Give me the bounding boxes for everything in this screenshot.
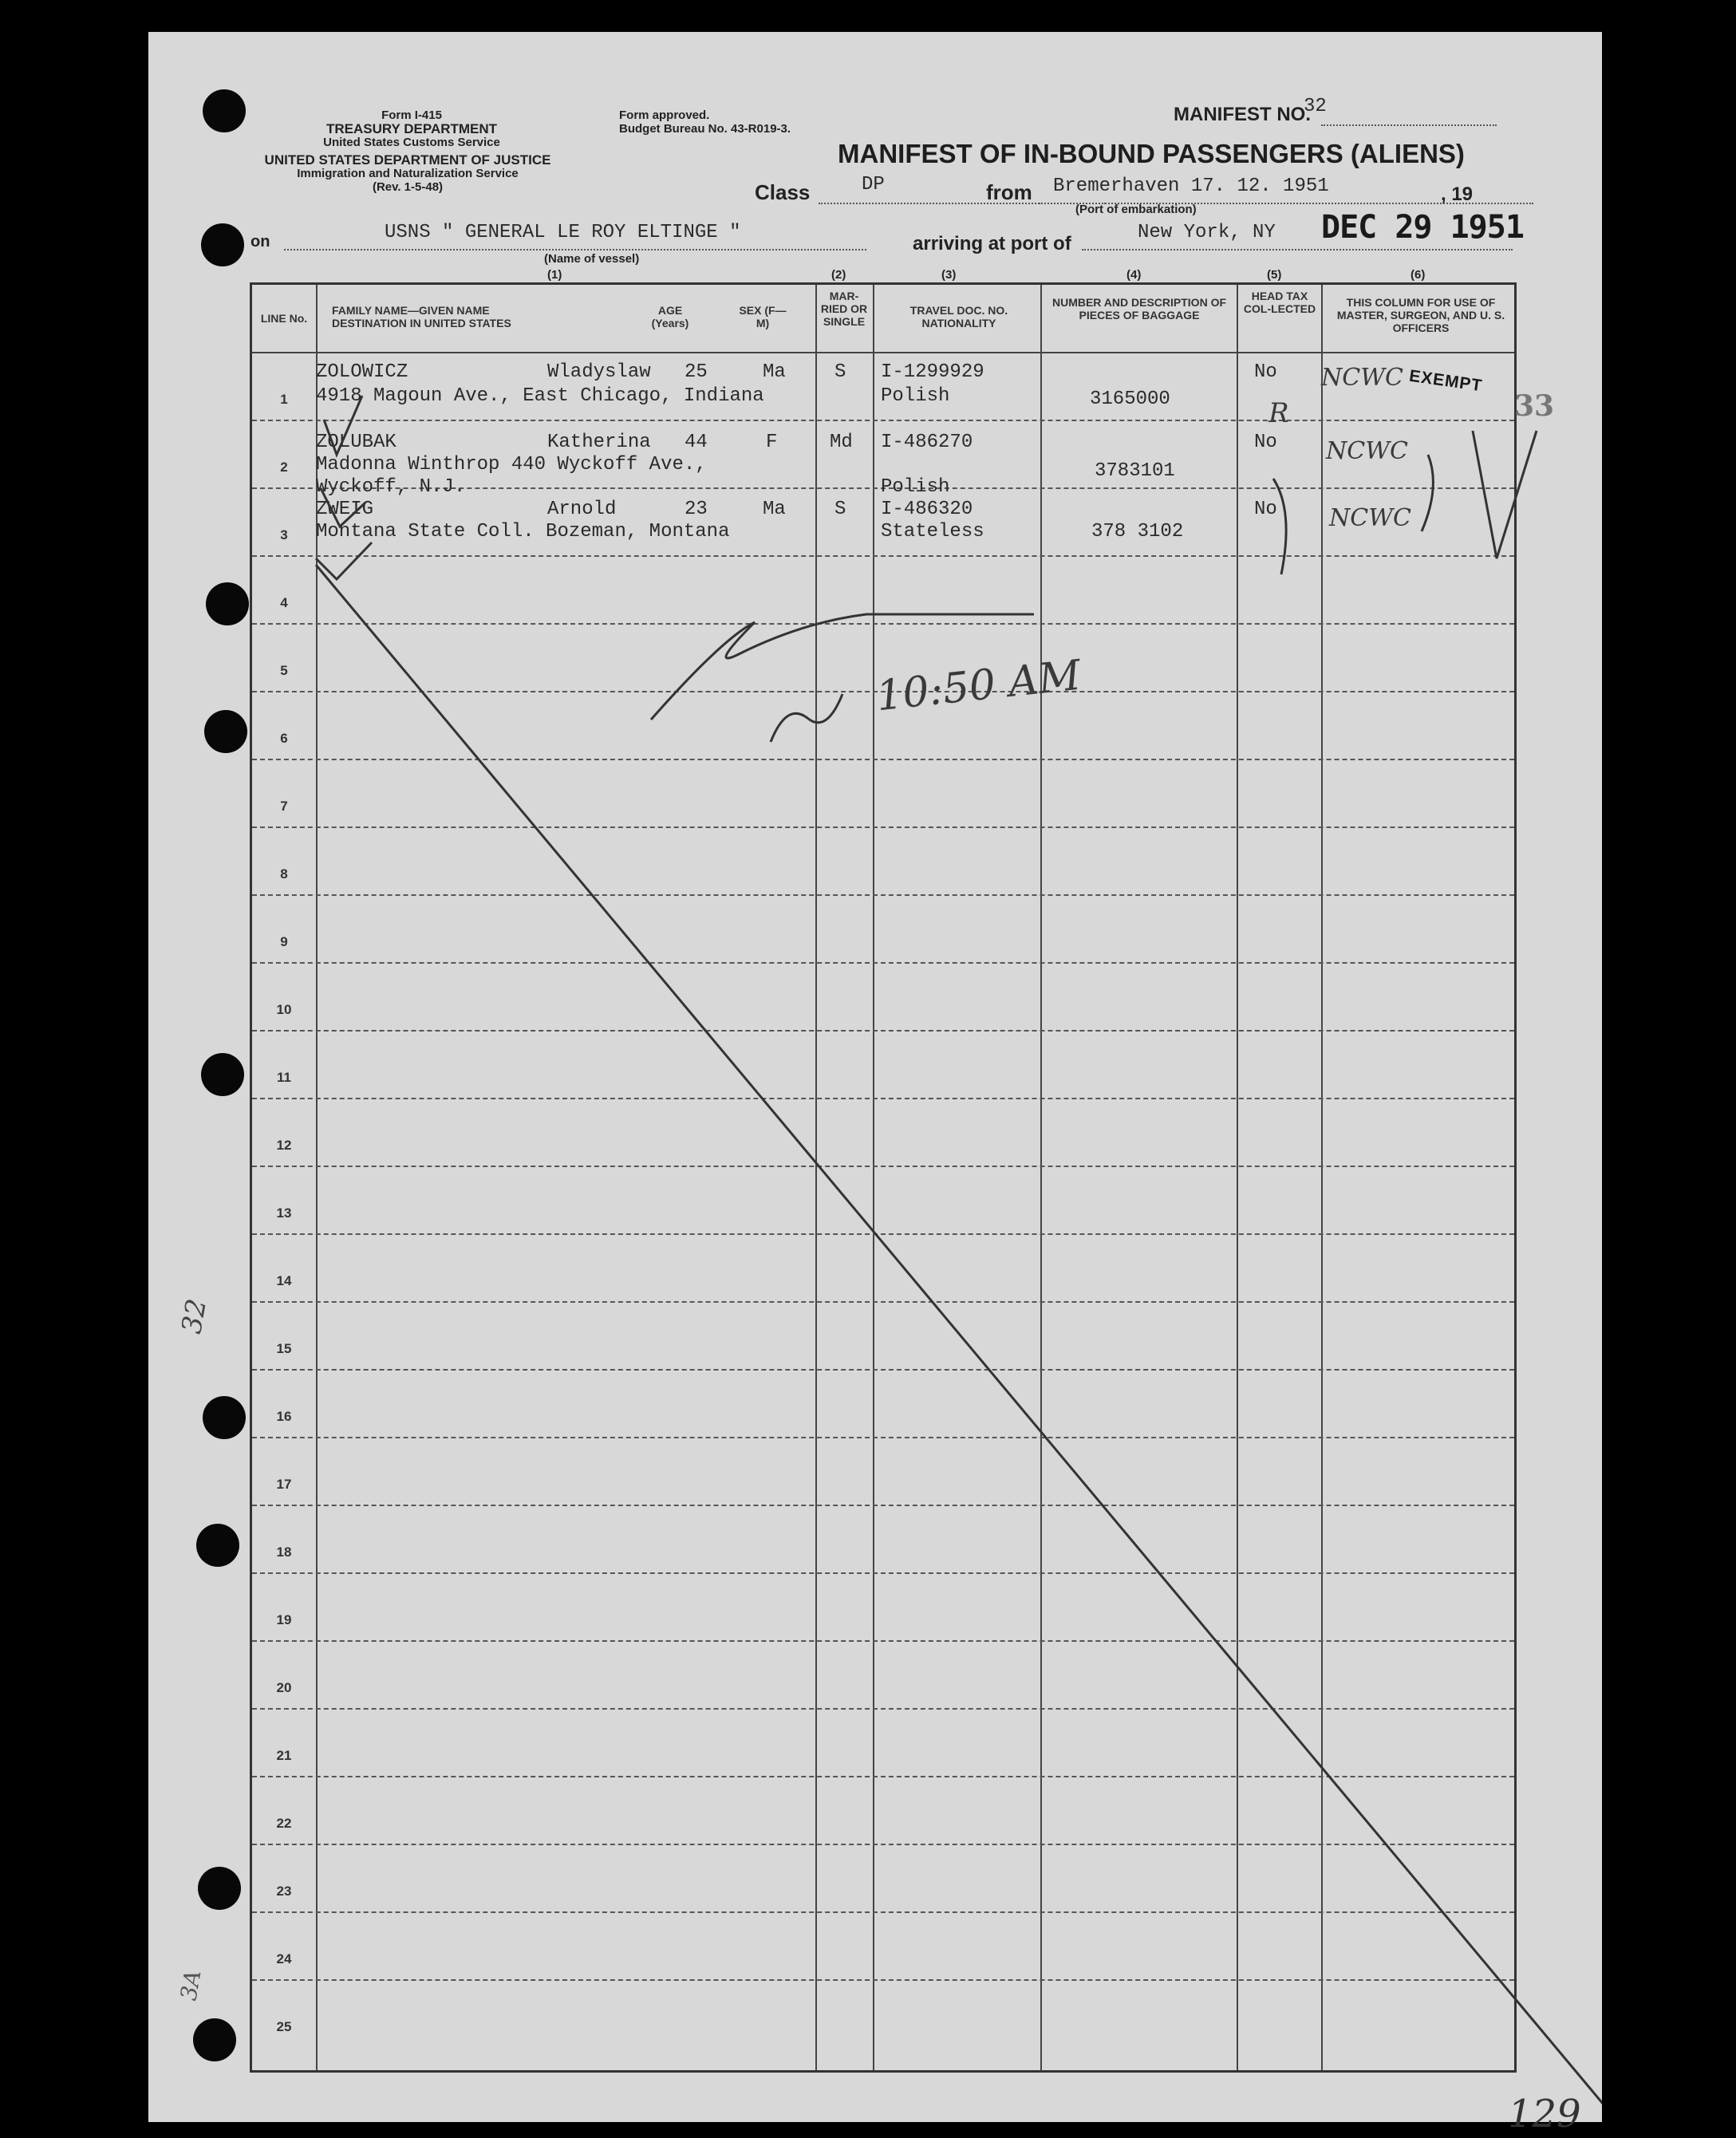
col-num: (2) — [831, 268, 846, 282]
arrival-port: New York, NY — [1138, 222, 1276, 243]
p2-family: ZOLUBAK — [316, 432, 397, 453]
line-number: 11 — [277, 1070, 291, 1085]
p1-age: 25 — [685, 361, 708, 383]
line-number: 13 — [276, 1205, 292, 1221]
p1-destination: 4918 Magoun Ave., East Chicago, Indiana — [316, 385, 764, 407]
p2-doc: I-486270 — [881, 432, 973, 453]
p3-sex: Ma — [763, 499, 786, 520]
line-number: 19 — [276, 1612, 292, 1627]
header-sex: SEX (F—M) — [739, 304, 787, 329]
line-number: 8 — [280, 866, 288, 882]
manifest-no: 32 — [1304, 96, 1327, 117]
exempt-stamp: EXEMPT — [1407, 366, 1484, 396]
line-number: 1 — [280, 392, 288, 407]
line-number: 15 — [276, 1341, 292, 1356]
inspector-signature — [771, 694, 842, 742]
from-value: Bremerhaven 17. 12. 1951 — [1053, 176, 1329, 197]
p2-head-tax: No — [1254, 432, 1277, 453]
line-number: 25 — [276, 2019, 292, 2034]
p1-sex: Ma — [763, 361, 786, 383]
bracket-mark — [1422, 455, 1433, 531]
p3-nationality: Stateless — [881, 521, 984, 542]
header-age: AGE (Years) — [651, 304, 689, 329]
header-married: MAR-RIED OR SINGLE — [820, 290, 868, 328]
inspector-signature — [651, 614, 1034, 720]
p2-sex: F — [766, 432, 778, 453]
inspector-time: 10:50 AM — [874, 651, 1083, 721]
p1-doc: I-1299929 — [881, 361, 984, 383]
form-approval: Form approved. Budget Bureau No. 43-R019-3. — [619, 108, 791, 136]
margin-note: 32 — [176, 1296, 214, 1336]
p1-family: ZOLOWICZ — [316, 361, 408, 383]
p3-baggage: 378 3102 — [1091, 521, 1184, 542]
line-number: 14 — [276, 1273, 292, 1288]
vessel-name: USNS " GENERAL LE ROY ELTINGE " — [385, 222, 741, 243]
line-number: 7 — [280, 799, 288, 814]
treasury-block: Form I-415 TREASURY DEPARTMENT United States Customs Service — [323, 108, 500, 149]
p3-head-tax: No — [1254, 499, 1277, 520]
line-number: 20 — [276, 1680, 292, 1695]
line-number: 10 — [276, 1002, 292, 1017]
p2-nationality: Polish — [881, 476, 950, 498]
line-number: 2 — [280, 460, 288, 475]
arriving-label: arriving at port of — [913, 233, 1071, 254]
on-label: on — [251, 233, 270, 250]
page-number: 129 — [1508, 2092, 1581, 2136]
p2-destination: Madonna Winthrop 440 Wyckoff Ave., — [316, 454, 707, 475]
p1-nationality: Polish — [881, 385, 950, 407]
line-number: 18 — [276, 1544, 292, 1560]
class-label: Class — [755, 180, 811, 204]
line-number: 21 — [276, 1748, 292, 1763]
p2-age: 44 — [685, 432, 708, 453]
line-number: 5 — [280, 663, 288, 678]
line-number: 12 — [276, 1138, 292, 1153]
port-embark-note: (Port of embarkation) — [1075, 203, 1197, 216]
pen-strokes — [148, 32, 1602, 2122]
officer-mark: NCWC — [1326, 437, 1408, 465]
check-mark — [324, 396, 362, 455]
bracket-mark — [1273, 479, 1286, 574]
line-number: 16 — [276, 1409, 292, 1424]
p2-given: Katherina — [547, 432, 651, 453]
line-number: 3 — [280, 527, 288, 542]
col-num: (6) — [1410, 268, 1426, 282]
header-baggage: NUMBER AND DESCRIPTION OF PIECES OF BAGGAGE — [1051, 296, 1227, 321]
page-count: 33 — [1514, 389, 1555, 423]
manifest-no-label: MANIFEST NO. — [1174, 104, 1311, 125]
cancel-diagonal-line — [316, 565, 1602, 2114]
vessel-note: (Name of vessel) — [544, 252, 640, 266]
p3-given: Arnold — [547, 499, 617, 520]
officer-mark: NCWC — [1321, 364, 1403, 392]
manifest-title: MANIFEST OF IN-BOUND PASSENGERS (ALIENS) — [838, 139, 1465, 168]
manifest-sheet — [148, 32, 1602, 2136]
p3-age: 23 — [685, 499, 708, 520]
p1-baggage: 3165000 — [1090, 389, 1170, 410]
line-number: 17 — [276, 1477, 292, 1492]
officer-mark: NCWC — [1329, 504, 1411, 532]
from-label: from — [986, 180, 1032, 204]
col-num: (5) — [1267, 268, 1282, 282]
header-head-tax: HEAD TAX COL-LECTED — [1243, 290, 1316, 315]
check-mark — [1473, 431, 1537, 558]
line-number: 9 — [280, 934, 288, 949]
p2-baggage: 3783101 — [1095, 460, 1175, 482]
p3-destination: Montana State Coll. Bozeman, Montana — [316, 521, 730, 542]
p3-doc: I-486320 — [881, 499, 973, 520]
class-value: DP — [862, 174, 885, 195]
p1-given: Wladyslaw — [547, 361, 651, 383]
col-num: (3) — [941, 268, 957, 282]
header-name: FAMILY NAME—GIVEN NAME DESTINATION IN UNITED STATES — [332, 304, 511, 329]
line-number: 24 — [276, 1951, 292, 1966]
p1-marital: S — [834, 361, 846, 383]
justice-block: UNITED STATES DEPARTMENT OF JUSTICE Immigration and Naturalization Service (Rev. 1-5-48) — [264, 152, 551, 194]
line-number: 23 — [276, 1884, 292, 1899]
check-mark — [321, 488, 365, 527]
margin-note: 3A — [175, 1967, 207, 2003]
p3-marital: S — [834, 499, 846, 520]
header-line: LINE No. — [260, 312, 308, 325]
col-num: (4) — [1126, 268, 1142, 282]
col-num: (1) — [547, 268, 562, 282]
line-number: 22 — [276, 1816, 292, 1831]
p2-destination-2: Wyckoff, N.J. — [316, 476, 466, 498]
head-tax-mark: R — [1268, 397, 1289, 429]
line-number: 4 — [280, 595, 288, 610]
p3-family: ZWEIG — [316, 499, 374, 520]
header-officers: THIS COLUMN FOR USE OF MASTER, SURGEON, AND U. S. OFFICERS — [1336, 296, 1505, 334]
line-number: 6 — [280, 731, 288, 746]
p1-head-tax: No — [1254, 361, 1277, 383]
p2-marital: Md — [830, 432, 853, 453]
header-travel: TRAVEL DOC. NO. NATIONALITY — [909, 304, 1008, 329]
year-suffix: , 19 — [1441, 183, 1474, 205]
arrival-date-stamp: DEC 29 1951 — [1321, 209, 1524, 246]
